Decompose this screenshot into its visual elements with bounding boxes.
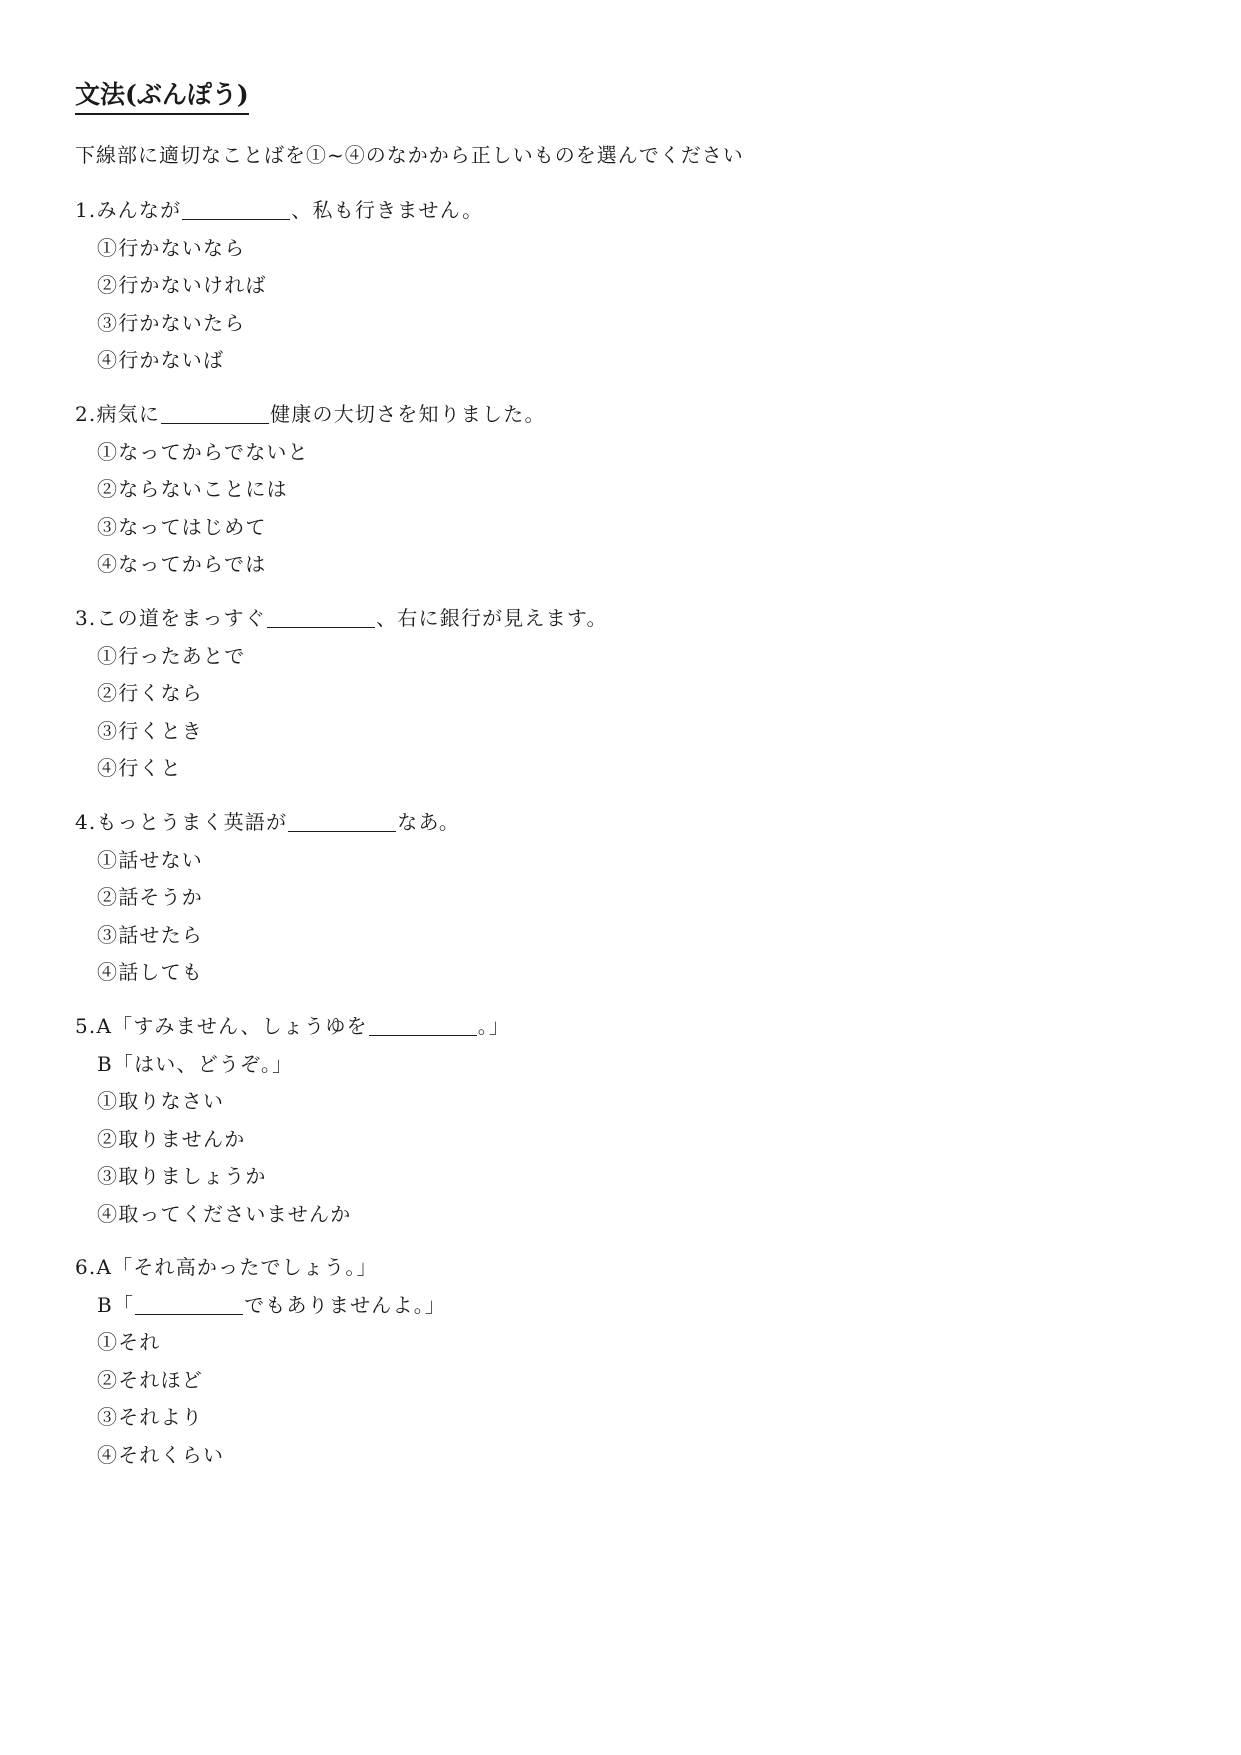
question-stem (75, 804, 1175, 842)
answer-blank (267, 605, 375, 628)
question-stem (75, 1008, 1175, 1046)
stem-before-text: 2.病気に (75, 402, 161, 426)
option-2: ②行かないければ (97, 273, 267, 297)
question-stem (75, 192, 1175, 230)
option-1: ①なってからでないと (97, 439, 309, 464)
answer-blank (369, 1013, 477, 1036)
stem-before-text: 5.A「すみません、しょうゆを (75, 1014, 368, 1038)
stem-after-text: 健康の大切さを知りました。 (270, 402, 546, 426)
option-4: ④それくらい (97, 1442, 225, 1467)
option-3: ③取りましょうか (97, 1164, 267, 1188)
answer-blank (288, 809, 396, 832)
question-1 (75, 192, 1175, 380)
stem-before-text: 1.みんなが (75, 198, 182, 222)
option-2: ②それほど (97, 1367, 203, 1392)
option-1: ①行ったあとで (97, 643, 246, 668)
option-3: ③話せたら (97, 922, 203, 947)
stem-after-text: 、右に銀行が見えます。 (376, 606, 608, 630)
option-1: ①取りなさい (97, 1089, 225, 1113)
stem-after-text: 。」 (477, 1014, 511, 1038)
stem-after-text: 、私も行きません。 (291, 198, 484, 222)
option-3: ③それより (97, 1405, 203, 1429)
question-3 (75, 600, 1175, 788)
option-2: ②行くなら (97, 681, 203, 705)
option-2: ②話そうか (97, 885, 203, 909)
question-stem (75, 600, 1175, 638)
dialogue-a-line: 6.A「それ高かったでしょう。」 (75, 1255, 378, 1279)
option-1: ①それ (97, 1330, 161, 1354)
question-6 (75, 1249, 1175, 1474)
stem-after-text: でもありませんよ。」 (244, 1292, 447, 1317)
option-1: ①話せない (97, 847, 203, 872)
option-4: ④話しても (97, 960, 203, 984)
answer-blank (182, 197, 290, 220)
stem-after-text: なあ。 (397, 810, 461, 834)
option-3: ③行かないたら (97, 310, 246, 335)
answer-blank (161, 401, 269, 424)
option-3: ③行くとき (97, 718, 203, 743)
option-4: ④行くと (97, 756, 182, 780)
question-4 (75, 804, 1175, 992)
stem-before-text: B「 (97, 1292, 135, 1317)
question-stem (75, 396, 1175, 434)
question-2 (75, 396, 1175, 584)
option-4: ④なってからでは (97, 552, 267, 576)
dialogue-b-line: B「はい、どうぞ。」 (97, 1051, 294, 1076)
stem-before-text: 3.この道をまっすぐ (75, 606, 267, 630)
option-4: ④取ってくださいませんか (97, 1201, 352, 1226)
option-2: ②取りませんか (97, 1126, 246, 1151)
question-stem (75, 1287, 1175, 1325)
answer-blank (135, 1292, 243, 1315)
option-4: ④行かないば (97, 348, 225, 372)
stem-before-text: 4.もっとうまく英語が (75, 810, 288, 834)
option-1: ①行かないなら (97, 235, 246, 260)
question-5 (75, 1008, 1175, 1233)
page-title: 文法(ぶんぽう) (75, 78, 249, 115)
option-2: ②ならないことには (97, 477, 288, 501)
instruction-text: 下線部に適切なことばを①~④のなかから正しいものを選んでください (75, 143, 744, 167)
option-3: ③なってはじめて (97, 514, 267, 539)
